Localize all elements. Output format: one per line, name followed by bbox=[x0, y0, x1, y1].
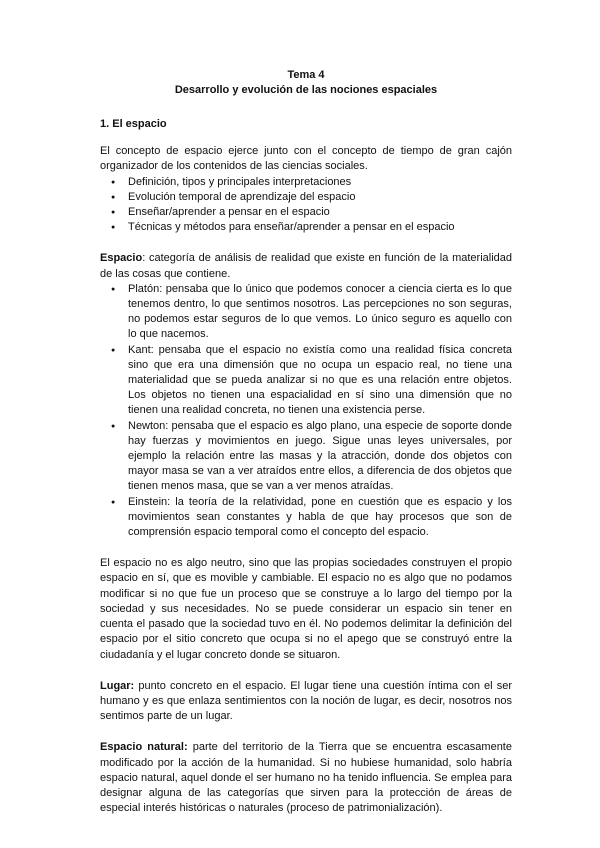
lugar-term: Lugar: bbox=[100, 679, 135, 692]
topic-number: Tema 4 bbox=[287, 69, 325, 81]
list-item: ● Enseñar/aprender a pensar en el espacio bbox=[128, 205, 512, 220]
espacio-natural-definition-text: parte del territorio de la Tierra que se encuentra escasamente modificado por la acción de la humanidad. Si no hubiese humanidad, solo habría espacio natural, aquel donde el ser humano no ha tenido influencia. Se emplea para designar alguna de las categorías que sirven para la protección de áreas de especial interés históricas o naturales (proceso de patrimonialización). bbox=[100, 741, 512, 815]
list-item: ● Definición, tipos y principales interpretaciones bbox=[128, 175, 512, 190]
list-item-newton: ● Newton: pensaba que el espacio es algo plano, una especie de soporte donde hay fuerzas y movimientos en juego. Sigue unas leyes universales, por ejemplo la relación entre las masas y la atracción, donde dos objetos con mayor masa se van a ver atraídos entre ellos, a diferencia de dos objetos que tienen menos masa, que se van a ver menos atraídas. bbox=[128, 419, 512, 495]
espacio-neutral-paragraph: El espacio no es algo neutro, sino que las propias sociedades construyen el propio espacio en sí, que es movible y cambiable. El espacio no es algo que no podamos modificar si no que fue un proceso que se construye a lo largo del tiempo por la sociedad y sus necesidades. No se puede considerar un espacio sin tener en cuenta el pasado que la sociedad tuvo en él. No podemos delimitar la definición del espacio por el sitio concreto que ocupa si no el apego que se construyó entre la ciudadanía y el lugar concreto donde se situaron. bbox=[100, 557, 512, 661]
list-item-platon: ● Platón: pensaba que lo único que podemos conocer a ciencia cierta es lo que tenemos dentro, lo que sentimos nosotros. Las percepciones no son seguras, no podemos estar seguros de lo que vemos. Lo único seguro es aquello con lo que nacemos. bbox=[128, 282, 512, 343]
espacio-term: Espacio bbox=[100, 252, 143, 265]
espacio-definition bbox=[100, 251, 512, 281]
section-heading-espacio: 1. El espacio bbox=[100, 118, 167, 130]
espacio-natural-term: Espacio natural: bbox=[100, 741, 188, 754]
intro-paragraph: El concepto de espacio ejerce junto con el concepto de tiempo de gran cajón organizador de los contenidos de las ciencias sociales. bbox=[100, 145, 512, 173]
lugar-definition-text: punto concreto en el espacio. El lugar tiene una cuestión íntima con el ser humano y es que enlaza sentimientos con la noción de lugar, es decir, nosotros nos sentimos parte de un lugar. bbox=[100, 679, 512, 723]
document-title: Desarrollo y evolución de las nociones espaciales bbox=[174, 84, 438, 96]
list-item-kant: ● Kant: pensaba que el espacio no existía como una realidad física concreta sino que era una dimensión que no ocupa un espacio real, no tiene una materialidad que se pueda analizar si no que es una relación entre objetos. Los objetos no tienen una espacialidad en sí sino una dimensión que no tienen una realidad concreta, no tienen una existencia perse. bbox=[128, 343, 512, 419]
lugar-definition bbox=[100, 679, 512, 725]
thinkers-list bbox=[100, 282, 512, 540]
list-item: ● Evolución temporal de aprendizaje del espacio bbox=[128, 190, 512, 205]
topics-list bbox=[100, 175, 512, 236]
espacio-natural-definition bbox=[100, 740, 512, 816]
espacio-definition-text: : categoría de análisis de realidad que existe en función de la materialidad de las cosas que contiene. bbox=[100, 252, 512, 280]
list-item: ● Técnicas y métodos para enseñar/aprender a pensar en el espacio bbox=[128, 220, 512, 235]
list-item-einstein: ● Einstein: la teoría de la relatividad, pone en cuestión que es espacio y los movimientos sean constantes y habla de que hay procesos que son de comprensión espacio temporal como el concepto del espacio. bbox=[128, 495, 512, 541]
